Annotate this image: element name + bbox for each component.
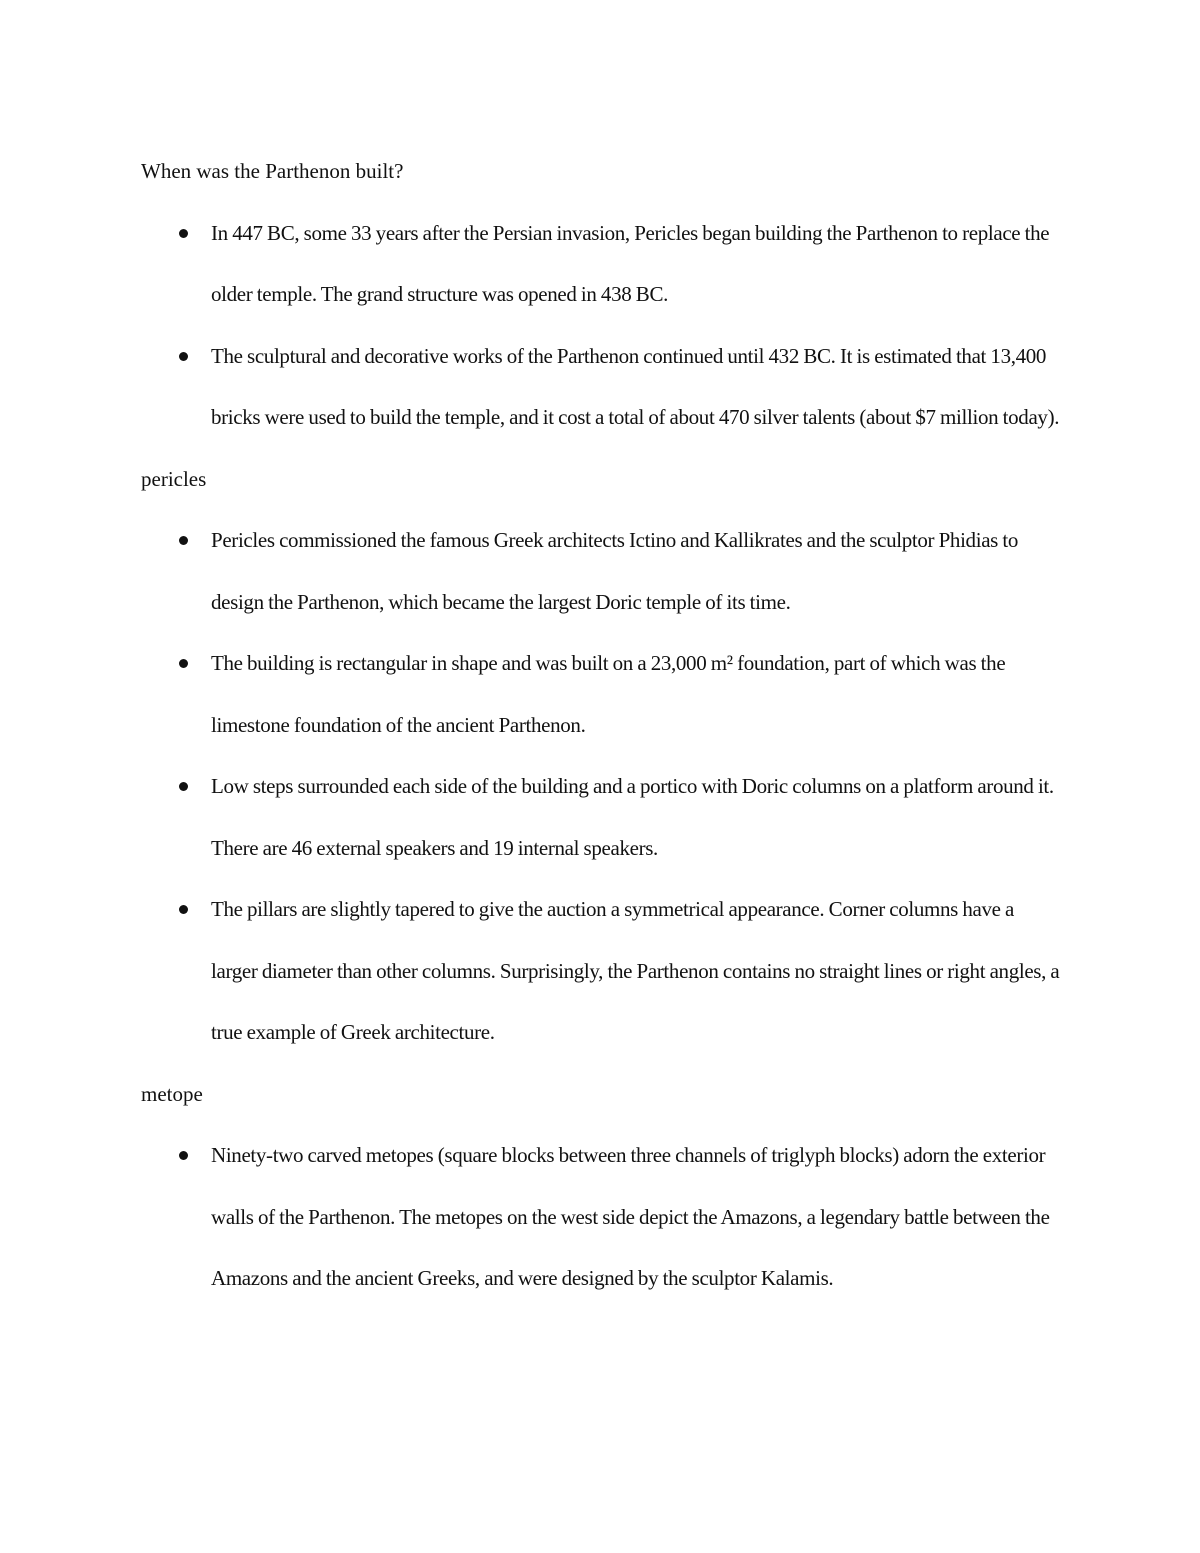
list-item-text: Pericles commissioned the famous Greek architects Ictino and Kallikrates and the sculptor Phidias to design the Parthenon, which became the largest Doric temple of its time. — [211, 528, 1019, 614]
list-item — [141, 1125, 1061, 1310]
list-item-text: The building is rectangular in shape and was built on a 23,000 m² foundation, part of which was the limestone foundation of the ancient Parthenon. — [211, 651, 1006, 737]
bullet-icon — [179, 352, 188, 361]
bullet-icon — [179, 905, 188, 914]
bullet-icon — [179, 229, 188, 238]
list-item — [141, 203, 1061, 326]
section-heading: metope — [141, 1081, 203, 1106]
document-body — [141, 141, 1061, 1310]
section-heading: pericles — [141, 466, 207, 491]
list-item-text: The pillars are slightly tapered to give the auction a symmetrical appearance. Corner columns have a larger diameter than other columns. Surprisingly, the Parthenon contains no straight lines or right angles, a true example of Greek architecture. — [211, 897, 1060, 1044]
list-item — [141, 326, 1061, 449]
bullet-icon — [179, 659, 188, 668]
bullet-icon — [179, 536, 188, 545]
list-item — [141, 756, 1061, 879]
section-pericles — [141, 449, 1061, 1064]
bullet-list — [141, 510, 1061, 1064]
section-heading: When was the Parthenon built? — [141, 159, 404, 183]
list-item — [141, 633, 1061, 756]
list-item-text: Ninety-two carved metopes (square blocks between three channels of triglyph blocks) adorn the exterior walls of the Parthenon. The metopes on the west side depict the Amazons, a legendary battle between the Amazons and the ancient Greeks, and were designed by the sculptor Kalamis. — [211, 1143, 1050, 1290]
bullet-icon — [179, 1151, 188, 1160]
bullet-list — [141, 1125, 1061, 1310]
bullet-list — [141, 203, 1061, 449]
section-parthenon-built — [141, 141, 1061, 449]
bullet-icon — [179, 782, 188, 791]
section-metope — [141, 1064, 1061, 1310]
list-item-text: In 447 BC, some 33 years after the Persian invasion, Pericles began building the Parthenon to replace the older temple. The grand structure was opened in 438 BC. — [211, 220, 1050, 306]
list-item-text: The sculptural and decorative works of the Parthenon continued until 432 BC. It is estimated that 13,400 bricks were used to build the temple, and it cost a total of about 470 silver talents (about $7 million today). — [211, 343, 1060, 429]
list-item — [141, 879, 1061, 1064]
list-item-text: Low steps surrounded each side of the building and a portico with Doric columns on a platform around it. There are 46 external speakers and 19 internal speakers. — [211, 774, 1054, 860]
list-item — [141, 510, 1061, 633]
